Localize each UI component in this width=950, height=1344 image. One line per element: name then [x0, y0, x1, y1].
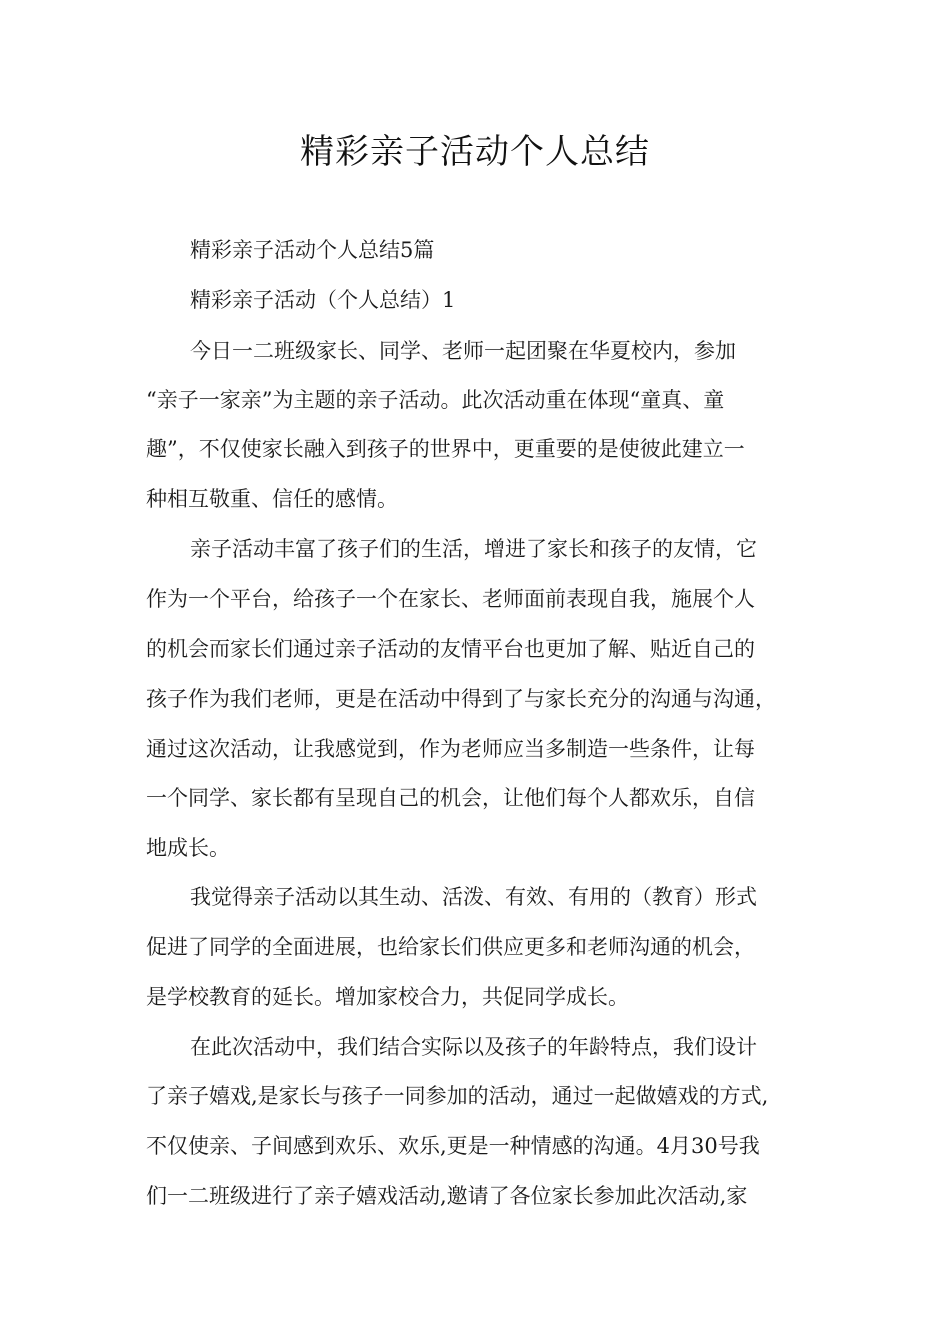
paragraph-line: 的机会而家长们通过亲子活动的友情平台也更加了解、贴近自己的	[146, 637, 755, 661]
paragraph-line: “亲子一家亲”为主题的亲子活动。此次活动重在体现“童真、童	[146, 388, 725, 412]
section-heading: 精彩亲子活动（个人总结）1	[190, 288, 456, 312]
paragraph-line: 孩子作为我们老师，更是在活动中得到了与家长充分的沟通与沟通，	[146, 687, 776, 711]
paragraph-line: 地成长。	[146, 836, 230, 860]
document-title: 精彩亲子活动个人总结	[300, 132, 650, 172]
paragraph-line: 通过这次活动，让我感觉到，作为老师应当多制造一些条件，让每	[146, 737, 755, 761]
subtitle-line: 精彩亲子活动个人总结5篇	[190, 238, 435, 262]
paragraph-line: 我觉得亲子活动以其生动、活泼、有效、有用的（教育）形式	[190, 885, 757, 909]
paragraph-line: 今日一二班级家长、同学、老师一起团聚在华夏校内，参加	[190, 339, 736, 363]
paragraph-line: 不仅使亲、子间感到欢乐、欢乐,更是一种情感的沟通。4月30号我	[146, 1134, 760, 1158]
paragraph-line: 趣”，不仅使家长融入到孩子的世界中，更重要的是使彼此建立一	[146, 437, 745, 461]
paragraph-line: 们一二班级进行了亲子嬉戏活动,邀请了各位家长参加此次活动,家	[146, 1184, 748, 1208]
paragraph-line: 作为一个平台，给孩子一个在家长、老师面前表现自我，施展个人	[146, 587, 755, 611]
paragraph-line: 一个同学、家长都有呈现自己的机会，让他们每个人都欢乐，自信	[146, 786, 755, 810]
paragraph-line: 是学校教育的延长。增加家校合力，共促同学成长。	[146, 985, 629, 1009]
paragraph-line: 种相互敬重、信任的感情。	[146, 487, 398, 511]
paragraph-line: 了亲子嬉戏,是家长与孩子一同参加的活动，通过一起做嬉戏的方式,	[146, 1084, 769, 1108]
paragraph-line: 亲子活动丰富了孩子们的生活，增进了家长和孩子的友情，它	[190, 537, 757, 561]
paragraph-line: 促进了同学的全面进展，也给家长们供应更多和老师沟通的机会，	[146, 935, 755, 959]
paragraph-line: 在此次活动中，我们结合实际以及孩子的年龄特点，我们设计	[190, 1035, 757, 1059]
